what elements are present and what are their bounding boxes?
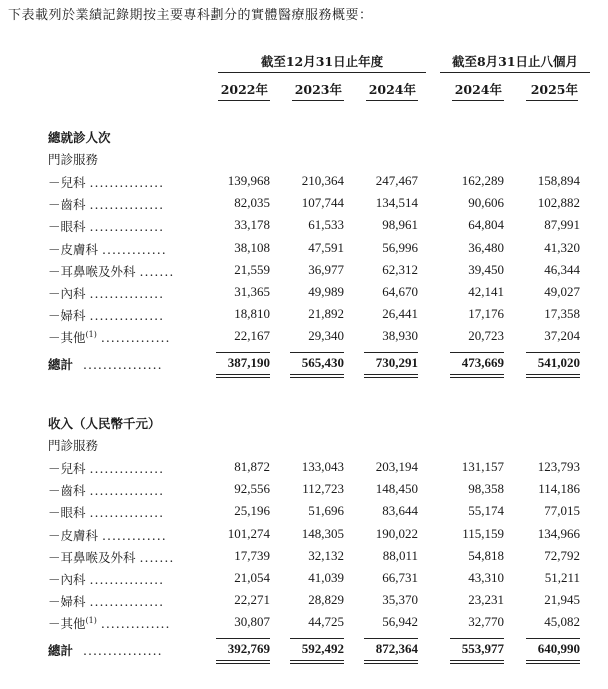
visits-total-top-rule (450, 352, 504, 353)
visits-row-label (48, 328, 171, 346)
visits-total-bottom-rule-2 (290, 377, 344, 378)
revenue-cell: 56,942 (382, 614, 418, 630)
revenue-cell: 66,731 (382, 570, 418, 585)
visits-cell: 38,108 (234, 239, 270, 255)
revenue-total-bottom-rule (216, 660, 270, 661)
visits-cell: 134,514 (375, 195, 418, 211)
revenue-row-label (48, 570, 164, 588)
year-header-underline-5 (526, 100, 578, 101)
visits-total-cell: 565,430 (301, 354, 344, 370)
row-label-text: －齒科 (48, 483, 86, 499)
revenue-total-cell: 872,364 (375, 640, 418, 656)
revenue-total-top-rule (450, 638, 504, 639)
revenue-row (0, 459, 608, 481)
visits-cell: 47,591 (308, 239, 344, 255)
leader-dots: ............... (89, 175, 165, 190)
year-header-underline-1 (218, 100, 270, 101)
row-label-text: －婦科 (48, 308, 86, 324)
visits-cell: 158,894 (537, 173, 580, 188)
revenue-total-bottom-rule-2 (290, 663, 344, 664)
leader-dots: ................ (83, 642, 163, 658)
revenue-row-label (48, 548, 174, 566)
revenue-cell: 148,305 (301, 525, 344, 541)
visits-cell: 90,606 (468, 195, 504, 211)
visits-row (0, 195, 608, 217)
row-label-text: －耳鼻喉及外科 (48, 549, 136, 565)
visits-section-subtitle: 門診服務 (48, 152, 99, 167)
leader-dots: ............... (89, 483, 165, 499)
visits-row-label (48, 217, 164, 235)
visits-total-bottom-rule-2 (216, 377, 270, 378)
visits-cell: 46,344 (544, 261, 580, 277)
revenue-row (0, 481, 608, 503)
visits-cell: 49,989 (308, 284, 344, 299)
visits-cell: 56,996 (382, 239, 418, 255)
revenue-cell: 21,054 (234, 570, 270, 585)
row-label-text: －眼科 (48, 505, 86, 521)
visits-total-bottom-rule (290, 374, 344, 375)
revenue-row-label (48, 481, 164, 499)
visits-total-cell: 730,291 (375, 354, 418, 370)
revenue-row-label (48, 503, 164, 521)
visits-total-top-rule (290, 352, 344, 353)
year-header-1: 2022年 (220, 82, 268, 97)
revenue-cell: 134,966 (537, 525, 580, 541)
visits-cell: 18,810 (234, 306, 270, 322)
visits-cell: 64,670 (382, 284, 418, 299)
visits-cell: 29,340 (308, 328, 344, 344)
header-full-year: 截至12月31日止年度 (260, 54, 384, 69)
total-label-text: 總計 (48, 642, 74, 658)
revenue-total-cell: 640,990 (537, 640, 580, 656)
visits-cell: 61,533 (308, 217, 344, 233)
leader-dots: ............... (89, 197, 165, 213)
revenue-cell: 77,015 (544, 503, 580, 519)
visits-cell: 107,744 (301, 195, 344, 211)
leader-dots: ............. (102, 527, 167, 543)
visits-cell: 62,312 (382, 261, 418, 277)
visits-cell: 162,289 (461, 173, 504, 188)
visits-total-bottom-rule (526, 374, 580, 375)
revenue-total-bottom-rule-2 (364, 663, 418, 664)
visits-total-bottom-rule-2 (526, 377, 580, 378)
visits-cell: 82,035 (234, 195, 270, 211)
revenue-total-cell: 592,492 (301, 640, 344, 656)
visits-row (0, 306, 608, 328)
revenue-total-bottom-rule (290, 660, 344, 661)
revenue-section-subtitle: 門診服務 (48, 438, 99, 453)
leader-dots: ................ (83, 356, 163, 372)
row-label-text: －內科 (48, 286, 86, 301)
visits-cell: 21,892 (308, 306, 344, 322)
revenue-row-label (48, 614, 171, 632)
revenue-cell: 83,644 (382, 503, 418, 519)
header-eight-months-rule (440, 72, 590, 73)
year-header-2: 2023年 (294, 82, 342, 97)
header-eight-months: 截至8月31日止八個月 (451, 54, 579, 69)
leader-dots: ............... (89, 572, 165, 587)
visits-cell: 26,441 (382, 306, 418, 322)
total-label-text: 總計 (48, 356, 74, 372)
visits-cell: 17,176 (468, 306, 504, 322)
revenue-cell: 123,793 (537, 459, 580, 474)
visits-cell: 247,467 (375, 173, 418, 188)
revenue-section-title: 收入（人民幣千元） (48, 416, 161, 431)
visits-cell: 37,204 (544, 328, 580, 344)
revenue-cell: 133,043 (301, 459, 344, 474)
visits-cell: 41,320 (544, 239, 580, 255)
leader-dots: ....... (139, 263, 175, 279)
year-header-underline-4 (452, 100, 504, 101)
revenue-total-bottom-rule (450, 660, 504, 661)
leader-dots: ............... (89, 461, 165, 476)
visits-total-label (48, 355, 163, 373)
visits-cell: 102,882 (537, 195, 580, 211)
revenue-total-label (48, 641, 163, 659)
revenue-row (0, 592, 608, 614)
year-header-4: 2024年 (454, 82, 502, 97)
revenue-row (0, 503, 608, 525)
visits-row (0, 217, 608, 239)
visits-total-cell: 473,669 (461, 354, 504, 370)
row-label-text: －皮膚科 (48, 527, 99, 543)
year-header-5: 2025年 (530, 82, 578, 97)
visits-cell: 20,723 (468, 328, 504, 344)
leader-dots: ............. (102, 241, 167, 257)
revenue-row (0, 548, 608, 570)
revenue-cell: 92,556 (234, 481, 270, 497)
revenue-total-bottom-rule-2 (526, 663, 580, 664)
leader-dots: ............... (89, 505, 165, 521)
visits-cell: 33,178 (234, 217, 270, 233)
visits-total-top-rule (216, 352, 270, 353)
visits-cell: 64,804 (468, 217, 504, 233)
visits-cell: 17,358 (544, 306, 580, 322)
visits-row-label (48, 195, 164, 213)
revenue-total-bottom-rule (526, 660, 580, 661)
leader-dots: .............. (100, 616, 171, 632)
visits-total-top-rule (364, 352, 418, 353)
visits-cell: 31,365 (234, 284, 270, 299)
visits-row-label (48, 173, 164, 191)
leader-dots: ............... (89, 219, 165, 235)
revenue-cell: 41,039 (308, 570, 344, 585)
revenue-cell: 72,792 (544, 547, 580, 563)
row-label-text: －眼科 (48, 219, 86, 235)
revenue-cell: 28,829 (308, 592, 344, 608)
visits-row-label (48, 262, 174, 280)
revenue-total-bottom-rule-2 (450, 663, 504, 664)
revenue-cell: 25,196 (234, 503, 270, 519)
visits-cell: 87,991 (544, 217, 580, 233)
leader-dots: ....... (139, 549, 175, 565)
year-header-underline-3 (366, 100, 418, 101)
revenue-total-cell: 392,769 (227, 640, 270, 656)
revenue-row (0, 614, 608, 636)
revenue-cell: 115,159 (462, 525, 504, 541)
revenue-cell: 21,945 (544, 592, 580, 608)
visits-cell: 139,968 (227, 173, 270, 188)
visits-total-bottom-rule-2 (450, 377, 504, 378)
year-header-underline-2 (292, 100, 344, 101)
revenue-row-label (48, 526, 167, 544)
visits-row (0, 328, 608, 350)
visits-row (0, 173, 608, 195)
visits-total-top-rule (526, 352, 580, 353)
revenue-cell: 55,174 (468, 503, 504, 519)
row-label-text: －皮膚科 (48, 241, 99, 257)
visits-section-title: 總就診人次 (48, 130, 111, 145)
row-label-text: －齒科 (48, 197, 86, 213)
revenue-total-bottom-rule-2 (216, 663, 270, 664)
revenue-cell: 101,274 (227, 525, 270, 541)
revenue-cell: 23,231 (468, 592, 504, 608)
revenue-total-top-rule (526, 638, 580, 639)
row-label-text: －其他 (48, 330, 86, 346)
revenue-cell: 114,186 (538, 481, 580, 497)
visits-row-label (48, 240, 167, 258)
visits-cell: 36,480 (468, 239, 504, 255)
footnote-marker: (1) (85, 616, 97, 626)
revenue-cell: 112,723 (302, 481, 344, 497)
revenue-row (0, 570, 608, 592)
visits-cell: 49,027 (544, 284, 580, 299)
revenue-cell: 44,725 (308, 614, 344, 630)
revenue-cell: 148,450 (375, 481, 418, 497)
visits-cell: 38,930 (382, 328, 418, 344)
revenue-row-label (48, 459, 164, 477)
leader-dots: ............... (89, 308, 165, 324)
visits-row (0, 284, 608, 306)
revenue-cell: 45,082 (544, 614, 580, 630)
visits-total-cell: 541,020 (537, 354, 580, 370)
row-label-text: －內科 (48, 572, 86, 587)
revenue-cell: 51,211 (544, 570, 580, 585)
visits-row (0, 262, 608, 284)
revenue-cell: 22,271 (234, 592, 270, 608)
revenue-cell: 51,696 (308, 503, 344, 519)
revenue-total-top-rule (364, 638, 418, 639)
revenue-row-label (48, 592, 164, 610)
revenue-cell: 30,807 (234, 614, 270, 630)
visits-row (0, 240, 608, 262)
revenue-cell: 190,022 (375, 525, 418, 541)
revenue-row (0, 526, 608, 548)
revenue-cell: 54,818 (468, 547, 504, 563)
revenue-total-bottom-rule (364, 660, 418, 661)
revenue-cell: 81,872 (234, 459, 270, 474)
visits-cell: 21,559 (234, 261, 270, 277)
revenue-total-top-rule (216, 638, 270, 639)
row-label-text: －婦科 (48, 594, 86, 610)
revenue-cell: 17,739 (234, 547, 270, 563)
leader-dots: ............... (89, 286, 165, 301)
revenue-cell: 32,132 (308, 547, 344, 563)
header-full-year-rule (218, 72, 426, 73)
year-header-3: 2024年 (368, 82, 416, 97)
visits-cell: 36,977 (308, 261, 344, 277)
revenue-cell: 32,770 (468, 614, 504, 630)
visits-cell: 39,450 (468, 261, 504, 277)
visits-total-cell: 387,190 (227, 354, 270, 370)
revenue-cell: 35,370 (382, 592, 418, 608)
revenue-cell: 131,157 (461, 459, 504, 474)
revenue-cell: 203,194 (375, 459, 418, 474)
row-label-text: －兒科 (48, 175, 86, 190)
visits-total-bottom-rule (216, 374, 270, 375)
visits-cell: 42,141 (468, 284, 504, 299)
row-label-text: －兒科 (48, 461, 86, 476)
row-label-text: －耳鼻喉及外科 (48, 263, 136, 279)
visits-row-label (48, 284, 164, 302)
leader-dots: .............. (100, 330, 171, 346)
intro-text: 下表載列於業績記錄期按主要專科劃分的實體醫療服務概要： (8, 8, 373, 23)
visits-total-bottom-rule-2 (364, 377, 418, 378)
revenue-total-top-rule (290, 638, 344, 639)
revenue-cell: 88,011 (382, 547, 418, 563)
row-label-text: －其他 (48, 616, 86, 632)
revenue-cell: 43,310 (468, 570, 504, 585)
visits-total-bottom-rule (450, 374, 504, 375)
visits-row-label (48, 306, 164, 324)
revenue-cell: 98,358 (468, 481, 504, 497)
revenue-total-cell: 553,977 (461, 640, 504, 656)
visits-cell: 98,961 (382, 217, 418, 233)
visits-cell: 210,364 (301, 173, 344, 188)
footnote-marker: (1) (85, 330, 97, 340)
visits-total-bottom-rule (364, 374, 418, 375)
leader-dots: ............... (89, 594, 165, 610)
visits-cell: 22,167 (234, 328, 270, 344)
